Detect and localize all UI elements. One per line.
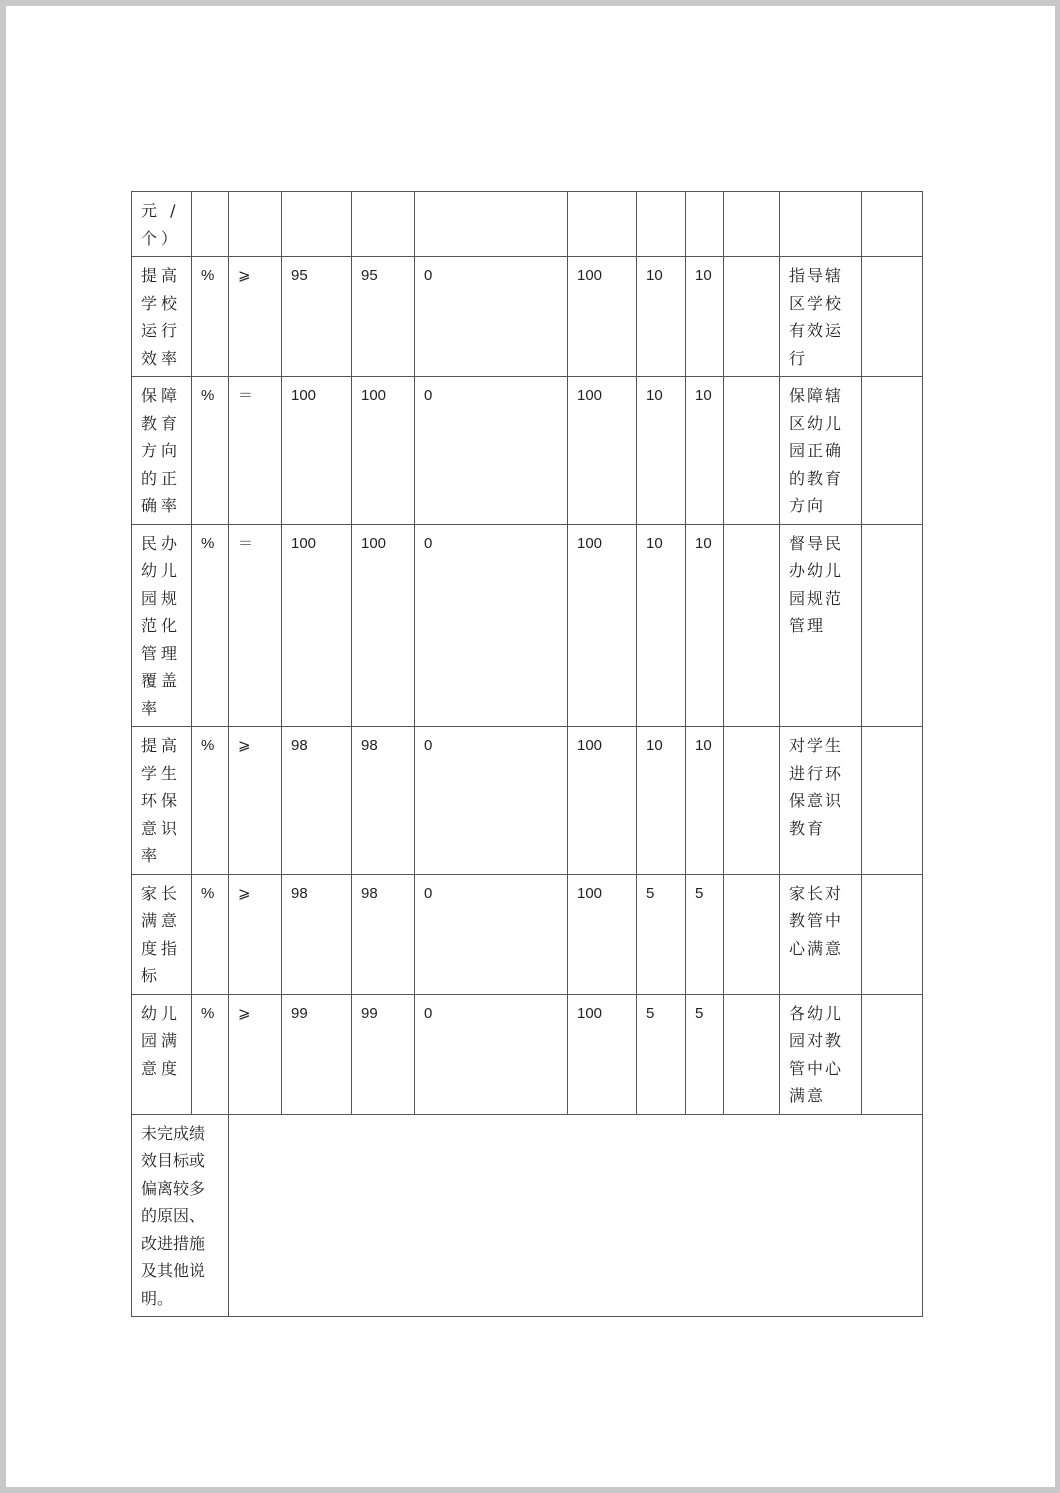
extra-cell bbox=[724, 377, 780, 525]
score-cell bbox=[686, 192, 724, 257]
table-row bbox=[132, 994, 923, 1114]
target-cell: 100 bbox=[282, 524, 352, 727]
last-cell bbox=[862, 727, 923, 875]
operator-cell bbox=[229, 192, 282, 257]
target-cell: 95 bbox=[282, 257, 352, 377]
extra-cell bbox=[724, 874, 780, 994]
unit-cell: % bbox=[192, 874, 229, 994]
score-base-cell: 100 bbox=[568, 874, 637, 994]
target-cell: 100 bbox=[282, 377, 352, 525]
performance-table bbox=[131, 191, 923, 1317]
weight-cell: 10 bbox=[637, 377, 686, 525]
document-page bbox=[6, 6, 1055, 1487]
extra-cell bbox=[724, 257, 780, 377]
actual-cell: 100 bbox=[352, 524, 415, 727]
table-row bbox=[132, 377, 923, 525]
unit-cell: % bbox=[192, 377, 229, 525]
weight-cell: 5 bbox=[637, 994, 686, 1114]
unit-cell: % bbox=[192, 257, 229, 377]
target-cell: 99 bbox=[282, 994, 352, 1114]
score-base-cell: 100 bbox=[568, 727, 637, 875]
weight-cell: 10 bbox=[637, 524, 686, 727]
unit-cell bbox=[192, 192, 229, 257]
unit-cell: % bbox=[192, 727, 229, 875]
score-cell: 10 bbox=[686, 524, 724, 727]
last-cell bbox=[862, 994, 923, 1114]
indicator-name: 提高学生环保意识率 bbox=[132, 727, 192, 875]
table-row bbox=[132, 524, 923, 727]
actual-cell: 99 bbox=[352, 994, 415, 1114]
remark-label: 未完成绩效目标或偏离较多的原因、改进措施及其他说明。 bbox=[132, 1114, 229, 1317]
actual-cell: 100 bbox=[352, 377, 415, 525]
deviation-cell: 0 bbox=[415, 524, 568, 727]
score-cell: 10 bbox=[686, 257, 724, 377]
extra-cell bbox=[724, 524, 780, 727]
deviation-cell bbox=[415, 192, 568, 257]
score-cell: 10 bbox=[686, 377, 724, 525]
operator-cell: ＝ bbox=[229, 377, 282, 525]
extra-cell bbox=[724, 994, 780, 1114]
score-base-cell: 100 bbox=[568, 994, 637, 1114]
weight-cell bbox=[637, 192, 686, 257]
score-base-cell bbox=[568, 192, 637, 257]
score-base-cell: 100 bbox=[568, 377, 637, 525]
table-row bbox=[132, 874, 923, 994]
deviation-cell: 0 bbox=[415, 727, 568, 875]
note-cell: 督导民办幼儿园规范管理 bbox=[780, 524, 862, 727]
actual-cell: 95 bbox=[352, 257, 415, 377]
indicator-name: 保障教育方向的正确率 bbox=[132, 377, 192, 525]
last-cell bbox=[862, 524, 923, 727]
remark-value bbox=[229, 1114, 923, 1317]
weight-cell: 10 bbox=[637, 727, 686, 875]
operator-cell: ⩾ bbox=[229, 874, 282, 994]
note-cell: 保障辖区幼儿园正确的教育方向 bbox=[780, 377, 862, 525]
deviation-cell: 0 bbox=[415, 874, 568, 994]
remark-row bbox=[132, 1114, 923, 1317]
note-cell bbox=[780, 192, 862, 257]
note-cell: 各幼儿园对教管中心满意 bbox=[780, 994, 862, 1114]
operator-cell: ＝ bbox=[229, 524, 282, 727]
note-cell: 指导辖区学校有效运行 bbox=[780, 257, 862, 377]
deviation-cell: 0 bbox=[415, 257, 568, 377]
weight-cell: 5 bbox=[637, 874, 686, 994]
score-base-cell: 100 bbox=[568, 257, 637, 377]
deviation-cell: 0 bbox=[415, 377, 568, 525]
actual-cell bbox=[352, 192, 415, 257]
extra-cell bbox=[724, 192, 780, 257]
last-cell bbox=[862, 874, 923, 994]
unit-cell: % bbox=[192, 524, 229, 727]
indicator-name: 元 /个） bbox=[132, 192, 192, 257]
table-row bbox=[132, 257, 923, 377]
target-cell: 98 bbox=[282, 727, 352, 875]
table-row bbox=[132, 192, 923, 257]
indicator-name: 幼儿园满意度 bbox=[132, 994, 192, 1114]
indicator-name: 家长满意度指标 bbox=[132, 874, 192, 994]
score-cell: 5 bbox=[686, 994, 724, 1114]
indicator-name: 提高学校运行效率 bbox=[132, 257, 192, 377]
last-cell bbox=[862, 377, 923, 525]
deviation-cell: 0 bbox=[415, 994, 568, 1114]
target-cell: 98 bbox=[282, 874, 352, 994]
actual-cell: 98 bbox=[352, 727, 415, 875]
table-row bbox=[132, 727, 923, 875]
target-cell bbox=[282, 192, 352, 257]
last-cell bbox=[862, 192, 923, 257]
actual-cell: 98 bbox=[352, 874, 415, 994]
indicator-name: 民办幼儿园规范化管理覆盖率 bbox=[132, 524, 192, 727]
operator-cell: ⩾ bbox=[229, 727, 282, 875]
last-cell bbox=[862, 257, 923, 377]
operator-cell: ⩾ bbox=[229, 994, 282, 1114]
operator-cell: ⩾ bbox=[229, 257, 282, 377]
note-cell: 家长对教管中心满意 bbox=[780, 874, 862, 994]
score-base-cell: 100 bbox=[568, 524, 637, 727]
note-cell: 对学生进行环保意识教育 bbox=[780, 727, 862, 875]
score-cell: 10 bbox=[686, 727, 724, 875]
unit-cell: % bbox=[192, 994, 229, 1114]
extra-cell bbox=[724, 727, 780, 875]
score-cell: 5 bbox=[686, 874, 724, 994]
weight-cell: 10 bbox=[637, 257, 686, 377]
